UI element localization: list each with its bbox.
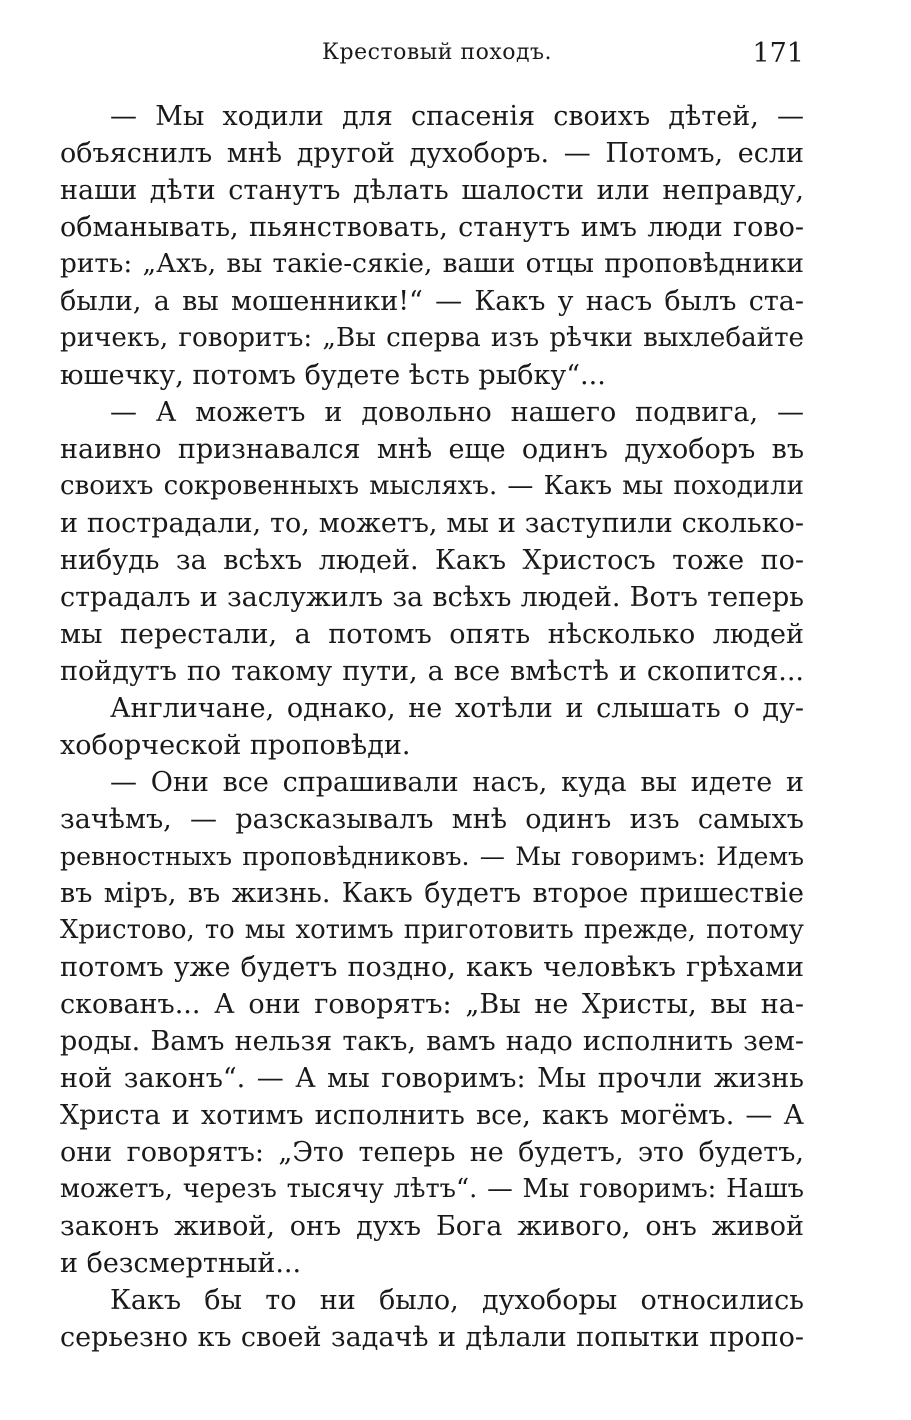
text-line: наши дѣти станутъ дѣлать шалости или неправду, [60, 175, 804, 206]
text-line: серьезно къ своей задачѣ и дѣлали попытки пропо- [60, 1322, 804, 1353]
text-line: ной законъ“. — А мы говоримъ: Мы прочли жизнь [60, 1063, 804, 1094]
text-line: юшечку, потомъ будете ѣсть рыбку“... [60, 360, 606, 391]
text-line: нибудь за всѣхъ людей. Какъ Христосъ тоже по- [60, 545, 804, 576]
text-line: своихъ сокровенныхъ мысляхъ. — Какъ мы походили [60, 471, 804, 501]
text-line: объяснилъ мнѣ другой духоборъ. — Потомъ, если [60, 138, 804, 169]
text-line: Какъ бы то ни было, духоборы относились [110, 1285, 804, 1316]
running-title: Крестовый походъ. [322, 40, 553, 65]
text-line: ревностныхъ проповѣдниковъ. — Мы говоримъ: Идемъ [60, 842, 804, 871]
text-line: страдалъ и заслужилъ за всѣхъ людей. Вотъ теперь [60, 582, 804, 613]
text-line: Христа и хотимъ исполнить все, какъ могёмъ. — А [60, 1100, 804, 1131]
text-line: Англичане, однако, не хотѣли и слышать о ду- [110, 693, 804, 724]
text-line: зачѣмъ, — разсказывалъ мнѣ одинъ изъ самыхъ [60, 804, 804, 835]
text-line: законъ живой, онъ духъ Бога живого, онъ живой [60, 1211, 804, 1242]
text-line: скованъ... А они говорятъ: „Вы не Христы, вы на- [60, 989, 804, 1020]
text-line: мы перестали, а потомъ опять нѣсколько людей [60, 619, 804, 650]
body-text [60, 98, 804, 1356]
page-number: 171 [752, 38, 804, 69]
text-line: Христово, то мы хотимъ приготовить прежде, потому [60, 915, 804, 945]
text-line: они говорятъ: „Это теперь не будетъ, это будетъ, [60, 1137, 804, 1168]
text-line: въ міръ, въ жизнь. Какъ будетъ второе пришествіе [60, 878, 804, 909]
text-line: ричекъ, говоритъ: „Вы сперва изъ рѣчки выхлебайте [60, 323, 804, 353]
text-line: можетъ, черезъ тысячу лѣтъ“. — Мы говоримъ: Нашъ [60, 1174, 804, 1204]
text-line: пойдутъ по такому пути, а все вмѣстѣ и скопится... [60, 656, 804, 687]
text-line: потомъ уже будетъ поздно, какъ человѣкъ грѣхами [60, 952, 804, 983]
text-line: наивно признавался мнѣ еще одинъ духоборъ въ [60, 434, 804, 465]
text-line: были, а вы мошенники!“ — Какъ у насъ былъ ста- [60, 286, 804, 317]
text-line: рить: „Ахъ, вы такіе-сякіе, ваши отцы проповѣдники [60, 249, 804, 279]
text-line: роды. Вамъ нельзя такъ, вамъ надо исполнить зем- [60, 1026, 804, 1057]
text-line: — А можетъ и довольно нашего подвига, — [110, 397, 804, 428]
text-line: обманывать, пьянствовать, станутъ имъ люди гово- [60, 212, 804, 243]
text-line: — Мы ходили для спасенія своихъ дѣтей, — [110, 101, 804, 132]
text-line: и безсмертный... [60, 1248, 302, 1279]
text-line: и пострадали, то, можетъ, мы и заступили сколько- [60, 508, 804, 539]
page-header [60, 36, 804, 76]
text-line: хоборческой проповѣди. [60, 730, 411, 761]
text-line: — Они все спрашивали насъ, куда вы идете и [110, 767, 804, 798]
